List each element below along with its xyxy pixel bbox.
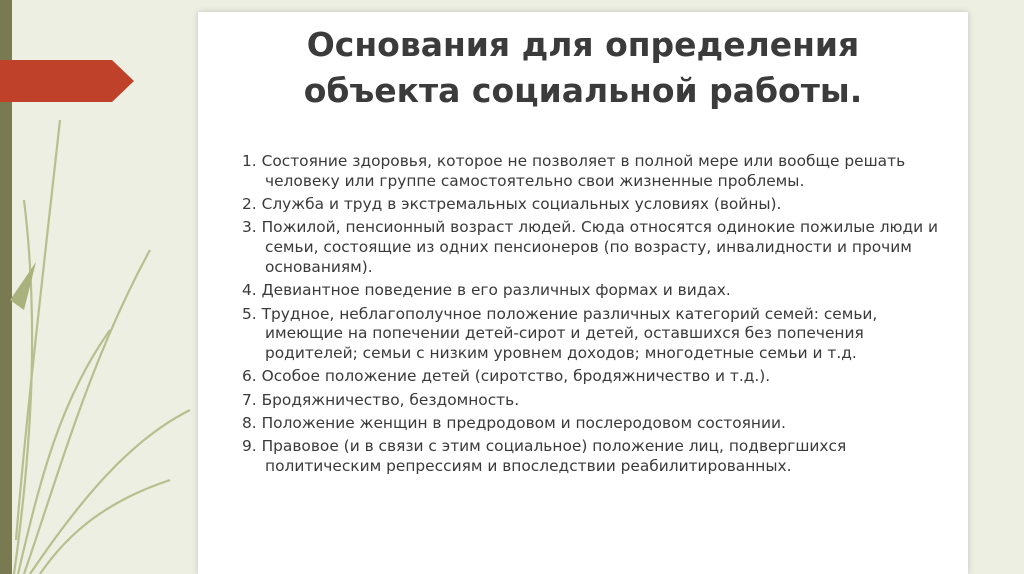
list-item: 3. Пожилой, пенсионный возраст людей. Сюда относятся одинокие пожилые люди и семьи, состоящие из одних пенсионеров (по возрасту, инвалидности и прочим основаниям). [242,218,939,276]
list-item: 6. Особое положение детей (сиротство, бродяжничество и т.д.). [242,367,771,386]
list-item: 9. Правовое (и в связи с этим социальное) положение лиц, подвергшихся политическим репрессиям и впоследствии реабилитированных. [242,437,847,476]
slide-card [198,12,968,574]
basis-list [242,152,947,480]
title-line-2: объекта социальной работы. [303,71,863,110]
slide-title [198,22,968,114]
list-item: 4. Девиантное поведение в его различных формах и видах. [242,281,731,300]
list-item: 1. Состояние здоровья, которое не позволяет в полной мере или вообще решать человеку или группе самостоятельно свои жизненные проблемы. [242,152,906,190]
title-line-1: Основания для определения [306,25,860,64]
list-item: 7. Бродяжничество, бездомность. [242,390,520,409]
list-item: 2. Служба и труд в экстремальных социальных условиях (войны). [242,195,782,214]
list-item: 8. Положение женщин в предродовом и послеродовом состоянии. [242,414,786,433]
arrow-flag-icon [0,60,134,102]
list-item: 5. Трудное, неблагополучное положение различных категорий семей: семьи, имеющие на попечении детей-сирот и детей, оставшихся без попечения родителей; семьи с низким уровнем доходов; многодетные семьи и т.д. [242,304,878,363]
